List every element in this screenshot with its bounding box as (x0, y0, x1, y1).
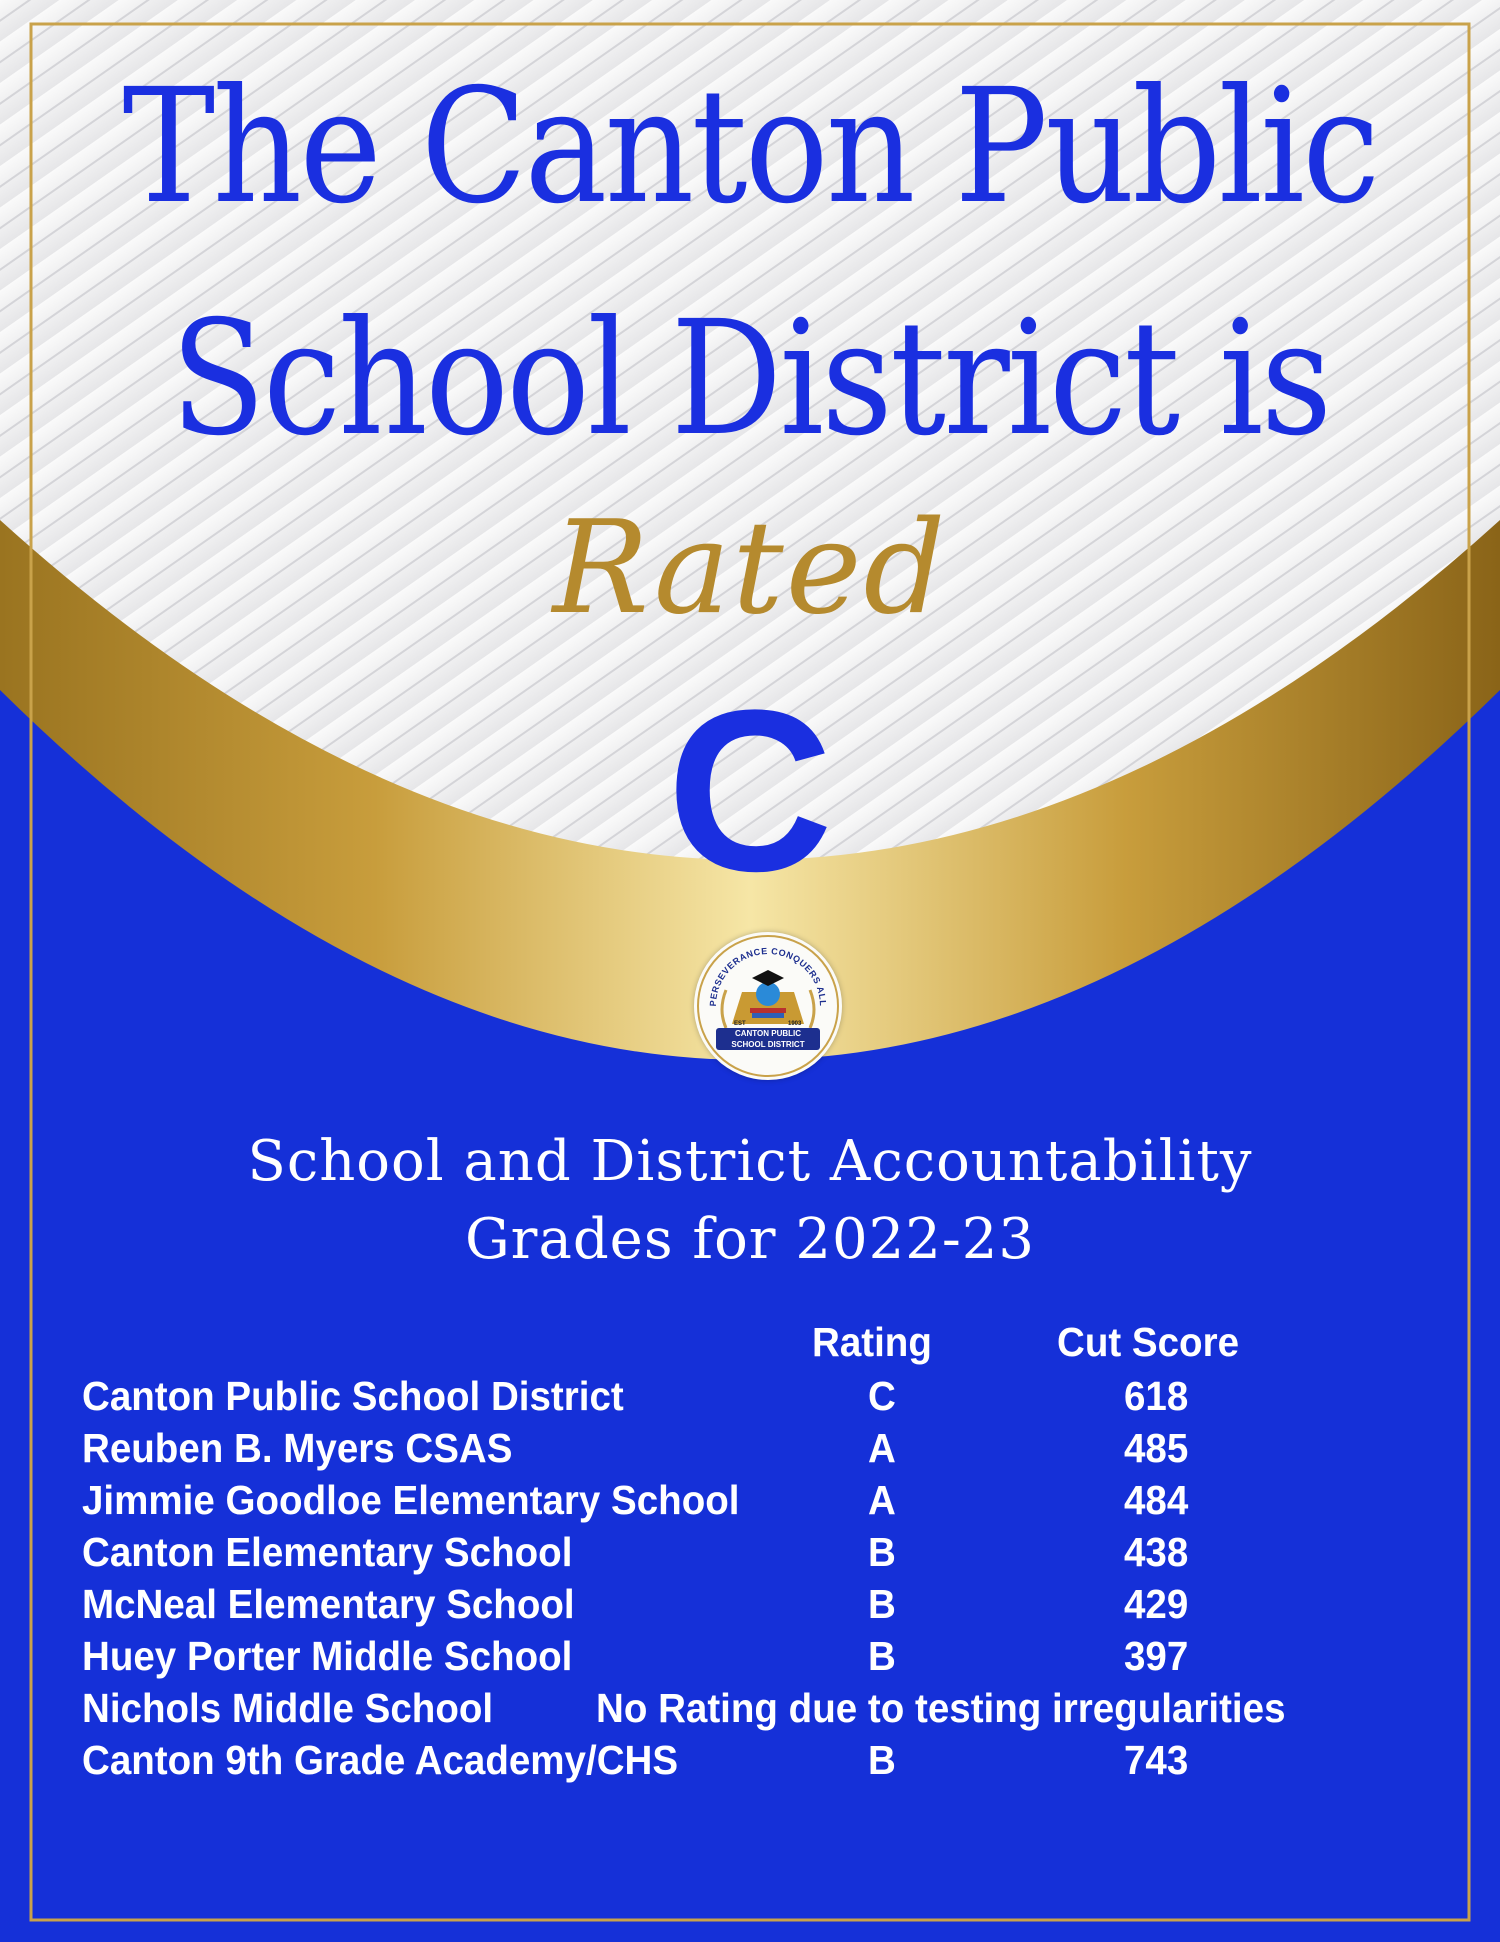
school-rating: A (868, 1477, 896, 1523)
cut-score: 484 (1124, 1477, 1189, 1523)
table-row (0, 1578, 1500, 1630)
school-rating: B (868, 1737, 896, 1783)
school-rating: A (868, 1425, 896, 1471)
seal-name-line-2: SCHOOL DISTRICT (731, 1040, 805, 1049)
cut-score-column-header: Cut Score (1057, 1319, 1240, 1365)
cut-score: 743 (1124, 1737, 1189, 1783)
subtitle-line-2: Grades for 2022-23 (464, 1207, 1036, 1272)
school-rating: B (868, 1633, 896, 1679)
seal-name-line-1: CANTON PUBLIC (734, 1029, 802, 1038)
table-row (0, 1474, 1500, 1526)
cut-score: 485 (1124, 1425, 1189, 1471)
table-row (0, 1682, 1500, 1734)
seal-motto: PERSEVERANCE CONQUERS ALL (707, 945, 829, 1007)
table-row (0, 1734, 1500, 1786)
school-name: McNeal Elementary School (82, 1581, 575, 1627)
cut-score: 618 (1124, 1373, 1189, 1419)
school-name: Canton 9th Grade Academy/CHS (82, 1737, 679, 1783)
school-name: Canton Elementary School (82, 1529, 573, 1575)
school-name: Jimmie Goodloe Elementary School (82, 1477, 740, 1523)
cut-score: 429 (1124, 1581, 1189, 1627)
table-row (0, 1370, 1500, 1422)
school-name: Canton Public School District (82, 1373, 624, 1419)
school-rating: B (868, 1581, 896, 1627)
district-grade-letter: C (666, 662, 834, 919)
seal-emblem (694, 932, 842, 1080)
school-name: Reuben B. Myers CSAS (82, 1425, 513, 1471)
title-line-2: School District is (170, 287, 1330, 471)
cut-score: 438 (1124, 1529, 1189, 1575)
school-name: Nichols Middle School (82, 1685, 494, 1731)
seal-est-label: EST (734, 1021, 746, 1027)
school-rating: C (868, 1373, 896, 1419)
subtitle-line-1: School and District Accountability (247, 1129, 1253, 1194)
school-rating: B (868, 1529, 896, 1575)
no-rating-note: No Rating due to testing irregularities (596, 1685, 1286, 1731)
rating-column-header: Rating (812, 1319, 932, 1365)
book-stack-icon (750, 1008, 786, 1013)
cut-score: 397 (1124, 1633, 1189, 1679)
table-row (0, 1630, 1500, 1682)
table-row (0, 1526, 1500, 1578)
seal-est-year: 1903 (788, 1021, 802, 1027)
rated-script-text: Rated (552, 494, 948, 643)
title-line-1: The Canton Public (122, 55, 1378, 239)
school-name: Huey Porter Middle School (82, 1633, 573, 1679)
seal-name-banner (716, 1028, 820, 1050)
table-row (0, 1422, 1500, 1474)
district-seal-logo (694, 932, 842, 1080)
